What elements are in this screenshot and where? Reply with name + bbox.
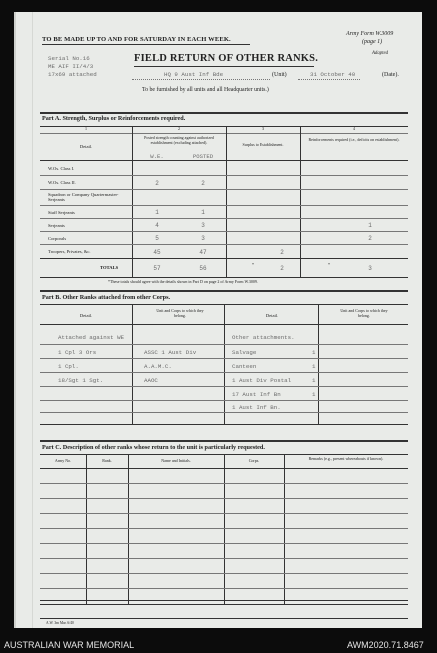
part-b-col-unit-right: Unit and Corps to which they belong. [340, 308, 388, 318]
form-title: FIELD RETURN OF OTHER RANKS. [134, 53, 319, 64]
col-number-1: 1 [85, 126, 87, 131]
archive-footer [0, 636, 437, 653]
part-b-right-count-3: 1 [312, 377, 316, 384]
part-a-row-rule-4 [40, 218, 408, 219]
part-b-col-unit-left: Unit and Corps to which they belong. [156, 308, 204, 318]
part-c-bottom-rule-1 [40, 600, 408, 601]
part-a-title: Part A. Strength, Surplus or Reinforcements required. [42, 115, 186, 122]
part-b-col-detail-right: Detail. [265, 313, 279, 318]
part-c-vrule-4 [284, 454, 285, 604]
part-b-left-detail-3: 18/Sgt 1 Sgt. [58, 377, 104, 384]
part-b-row-rule-2 [40, 358, 408, 359]
part-b-left-unit-3: AAOC [144, 377, 158, 384]
part-a-vrule-1 [132, 126, 133, 278]
form-sheet [14, 12, 422, 628]
part-b-left-detail-1: 1 Cpl 3 Ors [58, 349, 97, 356]
part-c-row-rule-8 [40, 588, 408, 589]
part-c-bottom-rule-3 [40, 618, 408, 619]
part-c-col-name: Name and Initials. [161, 458, 191, 463]
part-b-left-unit-2: A.A.M.C. [144, 363, 172, 370]
part-c-row-rule-1 [40, 483, 408, 484]
row-we-wo-class-2: 2 [155, 180, 159, 187]
row-we-corporals: 5 [155, 235, 159, 242]
part-a-vrule-2 [226, 126, 227, 278]
part-b-top-rule [40, 290, 408, 292]
part-b-right-detail-4: 17 Aust Inf Bn [232, 391, 281, 398]
part-c-row-rule-7 [40, 573, 408, 574]
part-a-bottom-rule [40, 277, 408, 278]
part-a-row-rule-6 [40, 244, 408, 245]
unit-value: HQ 9 Aust Inf Bde [164, 71, 224, 78]
part-a-row-rule-2 [40, 189, 408, 190]
part-b-vrule-3 [318, 304, 319, 424]
totals-we: 57 [153, 265, 161, 272]
part-a-totals-rule [40, 258, 408, 259]
unit-code: ME AIF II/4/3 [48, 63, 94, 70]
attached-note: 17x69 attached [48, 71, 97, 78]
printer-mark: A.W. 3m Mar. 6/40 [46, 621, 74, 625]
part-a-top-rule [40, 112, 408, 114]
furnished-note: To be furnished by all units and all Headquarter units.) [142, 87, 269, 93]
part-c-col-remarks: Remarks (e.g., present whereabouts if known). [308, 456, 384, 461]
part-c-vrule-3 [224, 454, 225, 604]
part-b-right-count-1: 1 [312, 349, 316, 356]
row-label-wo-class-2: W.Os. Class II. [48, 180, 76, 185]
col-header-surplus: Surplus to Establishment. [242, 142, 284, 147]
col-header-detail: Detail. [79, 144, 93, 149]
part-b-left-unit-1: ASSC 1 Aust Div [144, 349, 197, 356]
row-surplus-troopers: 2 [280, 249, 284, 256]
row-label-wo-class-1: W.Os. Class I. [48, 166, 75, 171]
col-number-3: 3 [262, 126, 264, 131]
part-c-row-rule-5 [40, 543, 408, 544]
part-b-title: Part B. Other Ranks attached from other Corps. [42, 294, 171, 301]
form-name: Army Form W.3009 [346, 31, 394, 37]
date-value: 31 October 40 [310, 71, 356, 78]
part-c-vrule-2 [128, 454, 129, 604]
row-posted-wo-class-2: 2 [201, 180, 205, 187]
row-label-corporals: Corporals [48, 236, 67, 241]
part-c-row-rule-3 [40, 513, 408, 514]
part-c-vrule-1 [86, 454, 87, 604]
row-label-serjeants: Serjeants [48, 223, 65, 228]
part-b-right-detail-0: Other attachments. [232, 334, 295, 341]
part-b-right-count-2: 1 [312, 363, 316, 370]
totals-asterisk-surplus: * [252, 262, 254, 267]
part-b-vrule-2 [224, 304, 225, 424]
sub-header-we: W.E. [150, 153, 164, 160]
footer-institution: AUSTRALIAN WAR MEMORIAL [4, 640, 135, 650]
row-posted-troopers: 47 [199, 249, 207, 256]
date-label: (Date). [382, 72, 399, 78]
part-a-grid-top [40, 160, 408, 161]
row-we-serjeants: 4 [155, 222, 159, 229]
part-b-row-rule-5 [40, 400, 408, 401]
row-we-troopers: 45 [153, 249, 161, 256]
part-b-right-detail-3: 1 Aust Div Postal [232, 377, 292, 384]
part-c-row-rule-4 [40, 528, 408, 529]
row-posted-staff-serjeants: 1 [201, 209, 205, 216]
part-c-row-rule-6 [40, 558, 408, 559]
part-a-footnote: *These totals should agree with the details shown in Part D on page 2 of Army Form W.3009. [108, 279, 258, 284]
part-a-row-rule-3 [40, 205, 408, 206]
part-b-row-rule-4 [40, 386, 408, 387]
part-b-right-detail-2: Canteen [232, 363, 257, 370]
row-reinf-corporals: 2 [368, 235, 372, 242]
part-b-col-detail-left: Detail. [79, 313, 93, 318]
row-we-staff-serjeants: 1 [155, 209, 159, 216]
part-b-right-detail-5: 1 Aust Inf Bn. [232, 404, 281, 411]
col-number-rule [40, 133, 408, 134]
part-b-row-rule-1 [40, 344, 408, 345]
totals-label: TOTALS [100, 265, 119, 270]
col-header-reinforcements: Reinforcements required (i.e., deficits on establishment). [308, 137, 400, 142]
row-label-cqms: Squadron or Company Quartermaster-Serjeants [48, 192, 119, 203]
part-c-col-rank: Rank. [102, 458, 112, 463]
part-c-col-corps: Corps. [248, 458, 260, 463]
row-posted-serjeants: 3 [201, 222, 205, 229]
col-number-2: 2 [178, 126, 180, 131]
part-b-left-detail-2: 1 Cpl. [58, 363, 79, 370]
part-a-row-rule-5 [40, 231, 408, 232]
form-page: (page 1) [362, 39, 383, 45]
part-b-right-count-4: 1 [312, 391, 316, 398]
col-header-posted: Posted strength counting against authorized establishment (excluding attached). [144, 135, 214, 145]
part-c-title: Part C. Description of other ranks whose return to the unit is particularly requested. [42, 444, 265, 451]
col-number-4: 4 [353, 126, 355, 131]
footer-accession-number: AWM2020.71.8467 [347, 640, 424, 650]
row-reinf-serjeants: 1 [368, 222, 372, 229]
unit-label: (Unit) [272, 72, 287, 78]
unit-dotted-line [132, 79, 270, 80]
instruction-underline [42, 44, 250, 45]
serial-number: Serial No.16 [48, 55, 90, 62]
make-up-instruction: TO BE MADE UP TO AND FOR SATURDAY IN EACH WEEK. [42, 36, 231, 43]
totals-posted: 56 [199, 265, 207, 272]
part-a-row-rule-1 [40, 175, 408, 176]
title-underline [134, 66, 314, 67]
part-c-bottom-rule-2 [40, 604, 408, 605]
row-label-troopers: Troopers, Privates, &c. [48, 249, 91, 254]
part-b-left-detail-0: Attached against WE [58, 334, 125, 341]
totals-surplus: 2 [280, 265, 284, 272]
part-c-row-rule-2 [40, 498, 408, 499]
part-b-bottom-rule [40, 424, 408, 425]
part-c-col-army-no: Army No. [54, 458, 72, 463]
row-label-staff-serjeants: Staff Serjeants [48, 210, 75, 215]
part-b-row-rule-3 [40, 372, 408, 373]
date-dotted-line [298, 79, 360, 80]
part-c-top-rule [40, 440, 408, 442]
row-posted-corporals: 3 [201, 235, 205, 242]
part-b-right-detail-1: Salvage [232, 349, 257, 356]
totals-reinf: 3 [368, 265, 372, 272]
adapted-note: Adapted [372, 51, 388, 56]
sub-header-posted: POSTED [192, 153, 214, 160]
part-b-row-rule-6 [40, 412, 408, 413]
part-b-vrule-1 [132, 304, 133, 424]
totals-asterisk-reinf: * [328, 262, 330, 267]
